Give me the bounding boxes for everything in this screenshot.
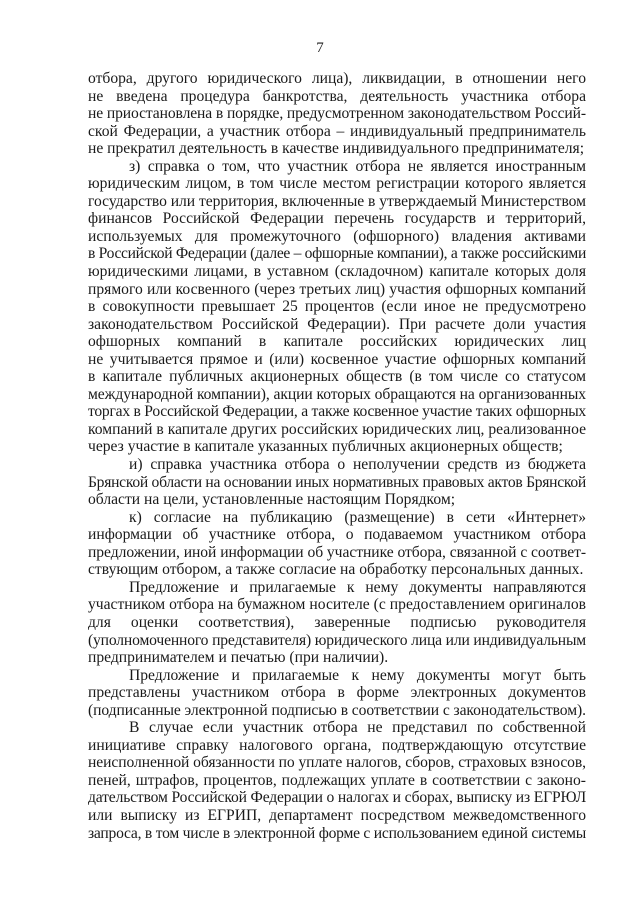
text-line: (подписанные электронной подписью в соответствии с законодательством). bbox=[88, 701, 586, 719]
text-line: предпринимателем и печатью (при наличии). bbox=[88, 649, 389, 667]
text-line: в Российской Федерации (далее – офшорные компании), а также российскими bbox=[88, 245, 586, 263]
paragraph-p7 bbox=[88, 719, 586, 842]
text-line: законодательством Российской Федерации). При расчете доли участия bbox=[88, 315, 586, 333]
text-line: предложении, иной информации об участнике отбора, связанной с соответ- bbox=[88, 543, 586, 561]
text-line: международной компании), акции которых обращаются на организованных bbox=[88, 385, 586, 403]
paragraph-p6 bbox=[88, 667, 586, 720]
text-line: торгах в Российской Федерации, а также косвенное участие таких офшорных bbox=[88, 403, 586, 421]
text-line: юридическими лицами, в уставном (складочном) капитале которых доля bbox=[88, 263, 586, 281]
document-body bbox=[88, 70, 586, 842]
text-line: и) справка участника отбора о неполучении средств из бюджета bbox=[129, 456, 586, 474]
text-line: участником отбора на бумажном носителе (с предоставлением оригиналов bbox=[88, 596, 586, 614]
text-line: з) справка о том, что участник отбора не является иностранным bbox=[129, 157, 586, 175]
text-line: через участие в капитале указанных публичных акционерных обществ; bbox=[88, 438, 563, 456]
page-number: 7 bbox=[316, 40, 324, 56]
text-line: отбора, другого юридического лица), ликвидации, в отношении него bbox=[88, 70, 586, 87]
text-line: представлены участником отбора в форме электронных документов bbox=[88, 684, 586, 702]
text-line: не введена процедура банкротства, деятельность участника отбора bbox=[88, 87, 586, 105]
text-line: к) согласие на публикацию (размещение) в сети «Интернет» bbox=[129, 508, 586, 526]
paragraph-p5 bbox=[88, 579, 586, 667]
text-line: в совокупности превышает 25 процентов (если иное не предусмотрено bbox=[88, 298, 586, 316]
text-line: (уполномоченного представителя) юридического лица или индивидуальным bbox=[88, 631, 586, 649]
text-line: неисполненной обязанности по уплате налогов, сборов, страховых взносов, bbox=[88, 754, 586, 772]
paragraph-p3 bbox=[88, 456, 586, 509]
text-line: ствующим отбором, а также согласие на обработку персональных данных. bbox=[88, 561, 584, 579]
text-line: для оценки соответствия), заверенные подписью руководителя bbox=[88, 613, 586, 631]
text-line: финансов Российской Федерации перечень государств и территорий, bbox=[88, 210, 586, 228]
text-line: области на цели, установленные настоящим Порядком; bbox=[88, 491, 456, 509]
text-line: пеней, штрафов, процентов, подлежащих уплате в соответствии с законо- bbox=[88, 771, 586, 789]
text-line: дательством Российской Федерации о налогах и сборах, выписку из ЕГРЮЛ bbox=[88, 789, 586, 807]
text-line: Предложение и прилагаемые к нему документы могут быть bbox=[129, 666, 586, 684]
paragraph-p1 bbox=[88, 70, 586, 158]
text-line: не приостановлена в порядке, предусмотренном законодательством Россий- bbox=[88, 105, 586, 123]
text-line: Предложение и прилагаемые к нему документы направляются bbox=[129, 578, 586, 596]
paragraph-p2 bbox=[88, 158, 586, 456]
text-line: информации об участнике отбора, о подаваемом участником отбора bbox=[88, 526, 586, 544]
text-line: юридическим лицом, в том числе местом регистрации которого является bbox=[88, 175, 586, 193]
text-line: не прекратил деятельность в качестве индивидуального предпринимателя; bbox=[88, 140, 585, 158]
text-line: не учитывается прямое и (или) косвенное участие офшорных компаний bbox=[88, 350, 586, 368]
text-line: запроса, в том числе в электронной форме с использованием единой системы bbox=[88, 824, 586, 842]
text-line: В случае если участник отбора не представил по собственной bbox=[129, 719, 586, 737]
text-line: прямого или косвенного (через третьих лиц) участия офшорных компаний bbox=[88, 280, 586, 298]
text-line: компаний в капитале других российских юридических лиц, реализованное bbox=[88, 420, 586, 438]
text-line: в капитале публичных акционерных обществ (в том числе со статусом bbox=[88, 368, 586, 386]
text-line: инициативе справку налогового органа, подтверждающую отсутствие bbox=[88, 736, 586, 754]
text-line: государство или территория, включенные в утверждаемый Министерством bbox=[88, 192, 586, 210]
text-line: или выписку из ЕГРИП, департамент посредством межведомственного bbox=[88, 806, 586, 824]
text-line: офшорных компаний в капитале российских юридических лиц bbox=[88, 333, 586, 351]
text-line: Брянской области на основании иных нормативных правовых актов Брянской bbox=[88, 473, 586, 491]
paragraph-p4 bbox=[88, 509, 586, 579]
text-line: ской Федерации, а участник отбора – индивидуальный предприниматель bbox=[88, 122, 586, 140]
text-line: используемых для промежуточного (офшорного) владения активами bbox=[88, 227, 586, 245]
